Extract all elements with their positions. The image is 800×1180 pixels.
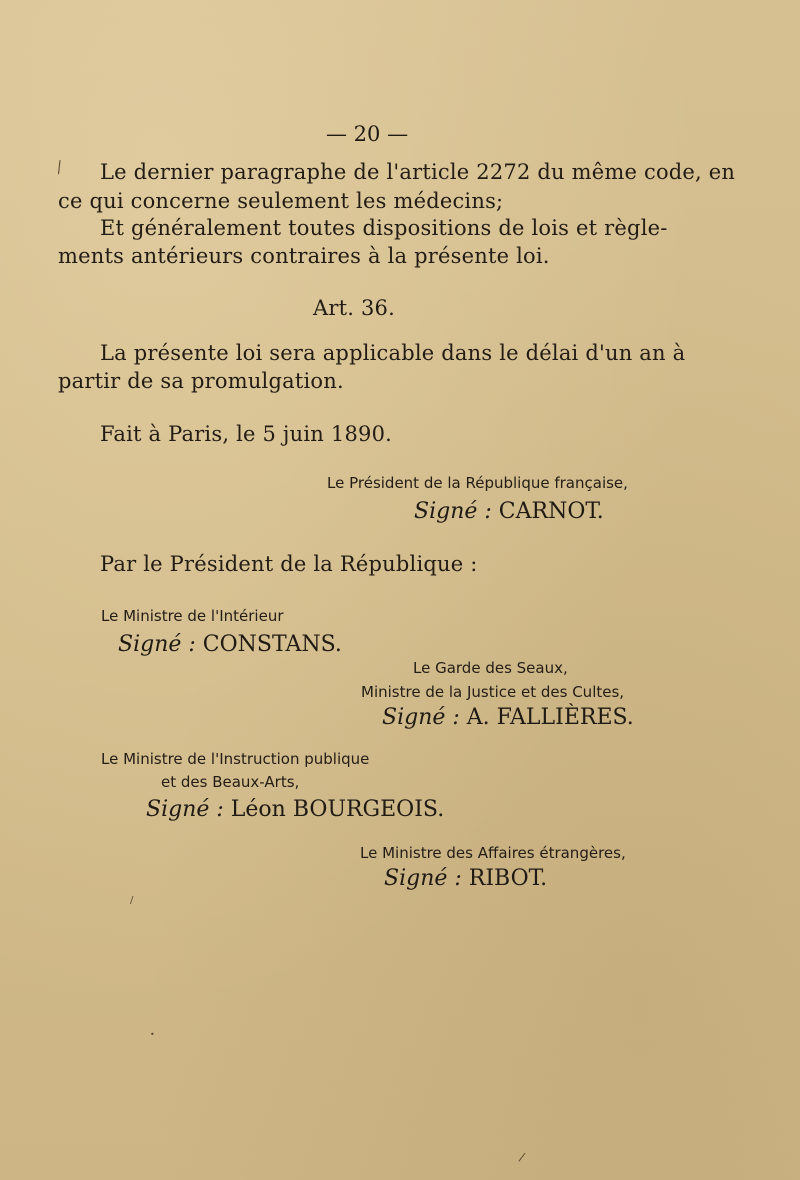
minister-instruction-signature xyxy=(146,797,444,822)
minister-interieur-name: CONSTANS. xyxy=(202,632,342,657)
minister-interieur-title: Le Ministre de l'Intérieur xyxy=(101,607,284,625)
date-line: Fait à Paris, le 5 juin 1890. xyxy=(100,422,393,446)
par-le-president-line: Par le Président de la République : xyxy=(100,552,478,576)
signe-label: Signé : xyxy=(384,866,462,891)
margin-tick-mark: ⁄ xyxy=(54,158,65,177)
paper-speck: • xyxy=(150,1030,155,1039)
paragraph-1-line-2: ce qui concerne seulement les médecins; xyxy=(58,189,504,213)
minister-affaires-etrangeres-name: RIBOT. xyxy=(468,866,548,891)
president-name: CARNOT. xyxy=(498,499,604,524)
president-title: Le Président de la République française, xyxy=(327,474,628,492)
paper-speck: / xyxy=(130,895,134,906)
minister-justice-name: A. FALLIÈRES. xyxy=(466,705,634,730)
minister-justice-signature xyxy=(382,705,634,730)
signe-label: Signé : xyxy=(146,797,224,822)
minister-justice-title-line-2: Ministre de la Justice et des Cultes, xyxy=(361,683,625,701)
page-number: — 20 — xyxy=(326,122,409,146)
paper-speck: / xyxy=(517,1149,527,1165)
signe-label: Signé : xyxy=(414,499,492,524)
minister-interieur-signature xyxy=(118,632,342,657)
paragraph-2-line-1: Et généralement toutes dispositions de lois et règle- xyxy=(100,216,668,240)
minister-instruction-name: Léon BOURGEOIS. xyxy=(230,797,445,822)
minister-instruction-title-line-1: Le Ministre de l'Instruction publique xyxy=(101,750,370,768)
paragraph-2-line-2: ments antérieurs contraires à la présente loi. xyxy=(58,244,550,268)
paragraph-1-line-1: Le dernier paragraphe de l'article 2272 du même code, en xyxy=(100,160,736,184)
article-heading: Art. 36. xyxy=(313,296,395,320)
signe-label: Signé : xyxy=(118,632,196,657)
minister-instruction-title-line-2: et des Beaux-Arts, xyxy=(161,773,300,791)
president-signature xyxy=(414,499,604,524)
signe-label: Signé : xyxy=(382,705,460,730)
paragraph-3-line-2: partir de sa promulgation. xyxy=(58,369,344,393)
minister-justice-title-line-1: Le Garde des Seaux, xyxy=(413,659,568,677)
paragraph-3-line-1: La présente loi sera applicable dans le délai d'un an à xyxy=(100,341,686,365)
minister-affaires-etrangeres-title: Le Ministre des Affaires étrangères, xyxy=(360,844,626,862)
minister-affaires-etrangeres-signature xyxy=(384,866,547,891)
